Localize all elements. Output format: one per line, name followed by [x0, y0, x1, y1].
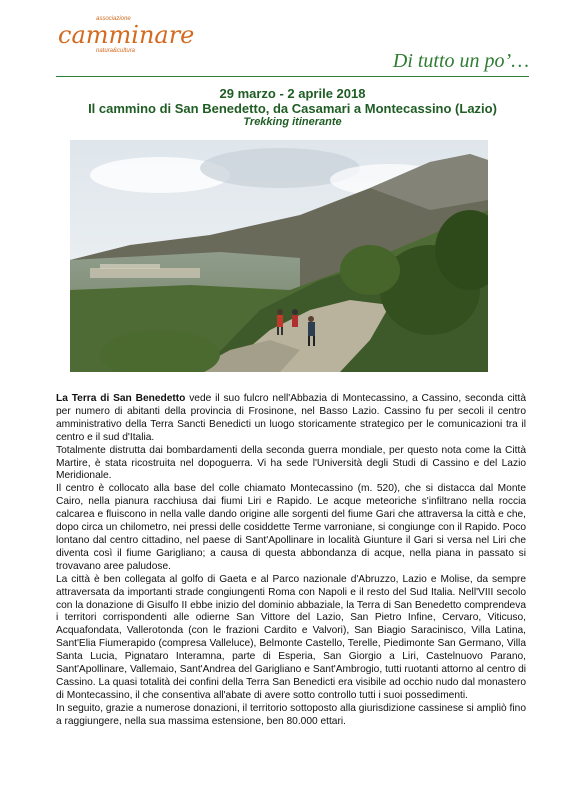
hiker-figure-3: [292, 309, 298, 327]
lead-term: La Terra di San Benedetto: [56, 393, 186, 404]
article-paragraph: In seguito, grazie a numerose donazioni, il territorio sottoposto alla giurisdizione cassinese si ampliò fino a raggiungere, nella sua massima estensione, ben 80.000 ettari.: [56, 702, 526, 727]
article-paragraph: Totalmente distrutta dai bombardamenti della seconda guerra mondiale, per questo nota come la Città Martire, è stata ricostruita nel dopoguerra. Vi ha sede l'Università degli Studi di Cassino e del Lazio Meridionale.: [56, 444, 526, 482]
event-date: 29 marzo - 2 aprile 2018: [219, 86, 366, 101]
header-divider: [56, 76, 529, 77]
logo-top-text: associazione: [96, 16, 131, 22]
article-paragraph: Il centro è collocato alla base del colle chiamato Montecassino (m. 520), che si distacca dal Monte Cairo, nella pianura racchiusa dai fiumi Liri e Rapido. Le acque meteoriche s'infiltrano nella roccia calcarea e fluiscono in nella valle dando origine alle sorgenti del fiume Gari che attraversa la città e che, dopo circa un chilometro, nei pressi delle cosiddette Terme varroniane, si congiunge con il Rapido. Poco lontano dal centro cittadino, nel paese di Sant'Apollinare in località Giunture il Gari si versa nel Liri che diventa così il fiume Garigliano; a causa di questa abbondanza di acque, nella piana in passato si trovavano aree paludose.: [56, 483, 526, 572]
article-paragraph: La città è ben collegata al golfo di Gaeta e al Parco nazionale d'Abruzzo, Lazio e Molise, da sempre attraversata da importanti strade congiungenti Roma con Napoli e il resto del Sud Italia. Nell'VIII secolo con la donazione di Gisulfo II ebbe inizio del dominio abbaziale, la Terra di San Benedetto comprendeva i territori corrispondenti alle odierne San Vittore del Lazio, San Pietro Infine, Cervaro, Viticuso, Acquafondata, Vallerotonda (con le frazioni Cardito e Valvori), San Biagio Saracinisco, Villa Latina, Sant'Elia Fiumerapido (compresa Valleluce), Belmonte Castello, Terelle, Piedimonte San Germano, Villa Santa Lucia, Pignataro Interamna, parte di Esperia, San Giorgio a Liri, Castelnuovo Parano, Sant'Apollinare, Vallemaio, Sant'Andrea del Garigliano e Sant'Ambrogio, tutti ruotanti attorno al centro di Cassino. La quasi totalità dei confini della Terra San Benedicti era visibile ad occhio nudo dal monastero di Montecassino, il che consentiva all'abate di avere sotto controllo tutti i suoi possedimenti.: [56, 573, 526, 701]
logo-bottom-text: natura&cultura: [96, 48, 136, 54]
landscape-photo: [70, 140, 488, 372]
logo-wordmark: camminare: [58, 21, 195, 49]
article-body: [56, 393, 526, 729]
event-title: Il cammino di San Benedetto, da Casamari a Montecassino (Lazio): [88, 101, 497, 116]
slogan: Di tutto un po’…: [392, 50, 529, 72]
association-logo: [56, 16, 195, 76]
article-paragraph: [56, 393, 526, 445]
paragraph-text: vede il suo fulcro nell'Abbazia di Montecassino, a Cassino, seconda città per numero di abitanti della provincia di Frosinone, nel Basso Lazio. Cassino fu per secoli il centro amministrativo della Terra Sancti Benedicti un luogo storicamente strategico per le comunicazioni tra il centro e il sud d'Italia.: [56, 393, 527, 443]
event-subtitle: Trekking itinerante: [243, 116, 342, 128]
